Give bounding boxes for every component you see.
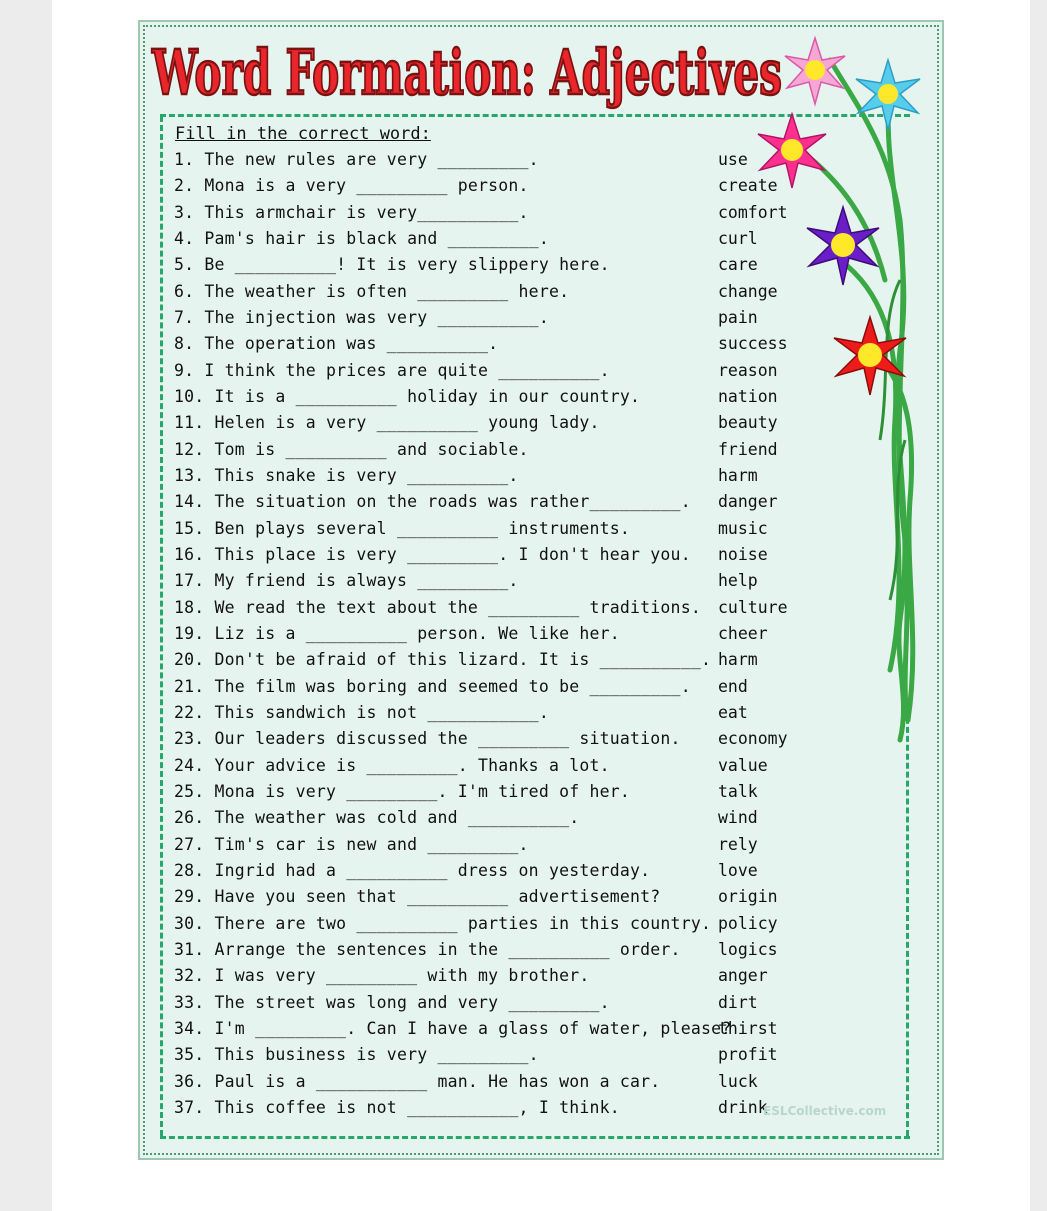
exercise-row: [174, 835, 914, 861]
root-word: culture: [718, 597, 788, 617]
exercise-row: [174, 861, 914, 887]
exercise-sentence: 26. The weather was cold and __________.: [174, 808, 580, 828]
exercise-sentence: 25. Mona is very _________. I'm tired of her.: [174, 781, 631, 801]
root-word: reason: [718, 360, 778, 380]
exercise-sentence: 14. The situation on the roads was rather_________.: [174, 492, 691, 512]
exercise-row: [174, 756, 914, 782]
exercise-sentence: 35. This business is very _________.: [174, 1045, 539, 1065]
exercise-sentence: 2. Mona is a very _________ person.: [174, 176, 529, 196]
root-word: create: [718, 176, 778, 196]
exercise-sentence: 22. This sandwich is not ___________.: [174, 702, 549, 722]
exercise-sentence: 20. Don't be afraid of this lizard. It is __________.: [174, 650, 712, 670]
root-word: curl: [718, 228, 758, 248]
root-word: harm: [718, 650, 758, 670]
exercise-row: [174, 1072, 914, 1098]
root-word: value: [718, 755, 768, 775]
root-word: end: [718, 676, 748, 696]
root-word: friend: [718, 439, 778, 459]
exercise-row: [174, 940, 914, 966]
watermark: ESLCollective.com: [763, 1104, 887, 1118]
root-word: success: [718, 334, 788, 354]
exercise-row: [174, 993, 914, 1019]
root-word: anger: [718, 966, 768, 986]
exercise-sentence: 6. The weather is often _________ here.: [174, 281, 570, 301]
root-word: policy: [718, 913, 778, 933]
exercise-sentence: 13. This snake is very __________.: [174, 465, 519, 485]
root-word: drink: [718, 1097, 768, 1117]
root-word: change: [718, 281, 778, 301]
exercise-sentence: 32. I was very _________ with my brother.: [174, 966, 590, 986]
exercise-row: [174, 1019, 914, 1045]
exercise-sentence: 7. The injection was very __________.: [174, 307, 549, 327]
exercise-row: [174, 1045, 914, 1071]
exercise-sentence: 12. Tom is __________ and sociable.: [174, 439, 529, 459]
exercise-sentence: 31. Arrange the sentences in the __________ order.: [174, 939, 681, 959]
root-word: love: [718, 860, 758, 880]
exercise-sentence: 28. Ingrid had a __________ dress on yesterday.: [174, 860, 651, 880]
root-word: cheer: [718, 623, 768, 643]
exercise-sentence: 24. Your advice is _________. Thanks a lot.: [174, 755, 610, 775]
exercise-sentence: 3. This armchair is very__________.: [174, 202, 529, 222]
root-word: origin: [718, 887, 778, 907]
root-word: beauty: [718, 413, 778, 433]
exercise-row: [174, 808, 914, 834]
exercise-sentence: 8. The operation was __________.: [174, 334, 499, 354]
exercise-sentence: 19. Liz is a __________ person. We like her.: [174, 623, 620, 643]
exercise-sentence: 18. We read the text about the _________ traditions.: [174, 597, 701, 617]
instruction-text: Fill in the correct word:: [175, 124, 431, 144]
exercise-sentence: 36. Paul is a ___________ man. He has won a car.: [174, 1071, 661, 1091]
root-word: thirst: [718, 1018, 778, 1038]
exercise-row: [174, 782, 914, 808]
root-word: use: [718, 150, 748, 169]
root-word: luck: [718, 1071, 758, 1091]
exercise-sentence: 4. Pam's hair is black and _________.: [174, 228, 549, 248]
flower-icon: [758, 114, 826, 188]
root-word: nation: [718, 386, 778, 406]
exercise-row: [174, 887, 914, 913]
exercise-sentence: 29. Have you seen that __________ advertisement?: [174, 887, 661, 907]
exercise-sentence: 37. This coffee is not ___________, I think.: [174, 1097, 620, 1117]
root-word: pain: [718, 307, 758, 327]
root-word: eat: [718, 702, 748, 722]
flowers-decoration: [740, 20, 940, 740]
root-word: logics: [718, 939, 778, 959]
root-word: music: [718, 518, 768, 538]
root-word: profit: [718, 1045, 778, 1065]
exercise-row: [174, 914, 914, 940]
root-word: comfort: [718, 202, 788, 222]
root-word: wind: [718, 808, 758, 828]
exercise-sentence: 11. Helen is a very __________ young lady.: [174, 413, 600, 433]
root-word: help: [718, 571, 758, 591]
root-word: danger: [718, 492, 778, 512]
exercise-sentence: 9. I think the prices are quite __________.: [174, 360, 610, 380]
exercise-sentence: 21. The film was boring and seemed to be _________.: [174, 676, 691, 696]
exercise-row: [174, 966, 914, 992]
exercise-sentence: 17. My friend is always _________.: [174, 571, 519, 591]
exercise-sentence: 33. The street was long and very _________.: [174, 992, 610, 1012]
exercise-sentence: 34. I'm _________. Can I have a glass of water, please?: [174, 1018, 732, 1038]
root-word: economy: [718, 729, 788, 749]
root-word: care: [718, 255, 758, 275]
exercise-sentence: 16. This place is very _________. I don't hear you.: [174, 544, 691, 564]
root-word: talk: [718, 781, 758, 801]
exercise-sentence: 30. There are two __________ parties in this country.: [174, 913, 712, 933]
root-word: harm: [718, 465, 758, 485]
title-text: Word Formation: Adjectives: [151, 36, 782, 109]
exercise-sentence: 27. Tim's car is new and _________.: [174, 834, 529, 854]
root-word: noise: [718, 544, 768, 564]
exercise-sentence: 15. Ben plays several __________ instruments.: [174, 518, 631, 538]
root-word: rely: [718, 834, 758, 854]
root-word: dirt: [718, 992, 758, 1012]
exercise-sentence: 5. Be __________! It is very slippery here.: [174, 255, 610, 275]
exercise-sentence: 23. Our leaders discussed the _________ situation.: [174, 729, 681, 749]
exercise-sentence: 1. The new rules are very _________.: [174, 150, 539, 169]
flower-icon: [807, 207, 879, 285]
exercise-sentence: 10. It is a __________ holiday in our country.: [174, 386, 641, 406]
